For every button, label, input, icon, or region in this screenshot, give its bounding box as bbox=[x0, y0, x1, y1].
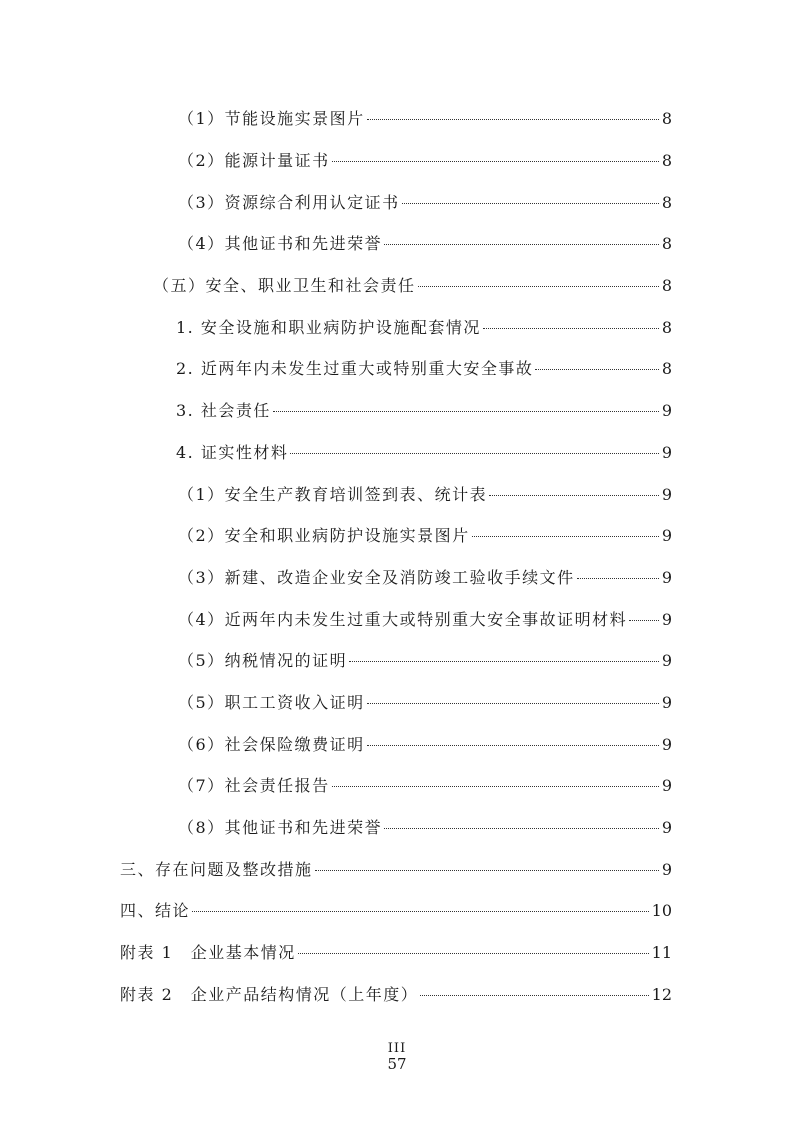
toc-entry-page: 10 bbox=[651, 901, 672, 921]
toc-entry[interactable] bbox=[0, 472, 794, 514]
toc-entry-page: 9 bbox=[661, 651, 672, 671]
toc-entry[interactable] bbox=[0, 764, 794, 806]
dot-leader bbox=[192, 911, 649, 912]
dot-leader bbox=[384, 244, 659, 245]
toc-entry-page: 9 bbox=[661, 526, 672, 546]
dot-leader bbox=[367, 119, 659, 120]
toc-entry-title: （3）新建、改造企业安全及消防竣工验收手续文件 bbox=[178, 567, 575, 587]
toc-entry-page: 9 bbox=[661, 859, 672, 879]
toc-entry[interactable] bbox=[0, 681, 794, 723]
toc-entry-title: （7）社会责任报告 bbox=[178, 776, 330, 796]
toc-entry[interactable] bbox=[0, 305, 794, 347]
toc-entry[interactable] bbox=[0, 889, 794, 931]
toc-entry[interactable] bbox=[0, 931, 794, 973]
toc-entry-title: （2）能源计量证书 bbox=[178, 151, 330, 171]
toc-entry[interactable] bbox=[0, 639, 794, 681]
toc-entry-title: 1. 安全设施和职业病防护设施配套情况 bbox=[176, 317, 481, 337]
toc-entry-title: （4）其他证书和先进荣誉 bbox=[178, 234, 383, 254]
toc-entry-page: 8 bbox=[661, 317, 672, 337]
toc-entry-title: 附表 2 企业产品结构情况（上年度） bbox=[120, 984, 419, 1004]
roman-page-number: III bbox=[387, 1041, 407, 1056]
dot-leader bbox=[489, 495, 659, 496]
dot-leader bbox=[367, 745, 659, 746]
dot-leader bbox=[273, 411, 659, 412]
dot-leader bbox=[298, 953, 649, 954]
toc-entry[interactable] bbox=[0, 722, 794, 764]
toc-entry[interactable] bbox=[0, 389, 794, 431]
dot-leader bbox=[483, 328, 659, 329]
toc-entry-page: 11 bbox=[651, 943, 672, 963]
toc-entry-title: （2）安全和职业病防护设施实景图片 bbox=[178, 526, 470, 546]
toc-entry[interactable] bbox=[0, 264, 794, 306]
toc-entry[interactable] bbox=[0, 556, 794, 598]
toc-entry-title: 2. 近两年内未发生过重大或特别重大安全事故 bbox=[176, 359, 534, 379]
toc-entry-title: （4）近两年内未发生过重大或特别重大安全事故证明材料 bbox=[178, 609, 628, 629]
toc-entry-title: 附表 1 企业基本情况 bbox=[120, 943, 296, 963]
toc-entry-title: （1）节能设施实景图片 bbox=[178, 109, 365, 129]
dot-leader bbox=[384, 828, 659, 829]
toc-entry-page: 9 bbox=[661, 692, 672, 712]
toc-entry-page: 8 bbox=[661, 359, 672, 379]
toc-entry-title: （6）社会保险缴费证明 bbox=[178, 734, 365, 754]
toc-entry[interactable] bbox=[0, 180, 794, 222]
dot-leader bbox=[290, 453, 658, 454]
toc-entry-page: 8 bbox=[661, 276, 672, 296]
toc-entry-page: 9 bbox=[661, 609, 672, 629]
toc-entry-page: 8 bbox=[661, 109, 672, 129]
dot-leader bbox=[535, 369, 658, 370]
page-number: 57 bbox=[387, 1055, 407, 1073]
toc-entry[interactable] bbox=[0, 847, 794, 889]
toc-entry[interactable] bbox=[0, 139, 794, 181]
toc-entry[interactable] bbox=[0, 597, 794, 639]
dot-leader bbox=[332, 161, 659, 162]
toc-entry-title: 3. 社会责任 bbox=[176, 401, 271, 421]
toc-entry[interactable] bbox=[0, 431, 794, 473]
toc-entry-page: 9 bbox=[661, 734, 672, 754]
table-of-contents bbox=[0, 97, 794, 1014]
dot-leader bbox=[315, 870, 659, 871]
toc-entry-title: 四、结论 bbox=[120, 901, 191, 921]
toc-entry-title: 三、存在问题及整改措施 bbox=[120, 859, 313, 879]
dot-leader bbox=[577, 578, 659, 579]
toc-entry-title: （3）资源综合利用认定证书 bbox=[178, 192, 400, 212]
dot-leader bbox=[472, 536, 659, 537]
toc-entry-page: 9 bbox=[661, 442, 672, 462]
toc-entry-title: 4. 证实性材料 bbox=[176, 442, 289, 462]
dot-leader bbox=[349, 661, 659, 662]
toc-entry-title: （5）职工工资收入证明 bbox=[178, 692, 365, 712]
dot-leader bbox=[420, 995, 648, 996]
dot-leader bbox=[418, 286, 659, 287]
toc-entry-title: （1）安全生产教育培训签到表、统计表 bbox=[178, 484, 488, 504]
dot-leader bbox=[332, 786, 659, 787]
toc-entry-page: 9 bbox=[661, 776, 672, 796]
toc-entry-title: （5）纳税情况的证明 bbox=[178, 651, 348, 671]
toc-entry[interactable] bbox=[0, 806, 794, 848]
toc-entry-title: （8）其他证书和先进荣誉 bbox=[178, 818, 383, 838]
toc-entry-page: 8 bbox=[661, 151, 672, 171]
toc-entry-title: （五）安全、职业卫生和社会责任 bbox=[153, 276, 416, 296]
toc-entry[interactable] bbox=[0, 347, 794, 389]
toc-entry-page: 12 bbox=[651, 984, 672, 1004]
dot-leader bbox=[367, 703, 659, 704]
toc-entry[interactable] bbox=[0, 514, 794, 556]
toc-entry-page: 8 bbox=[661, 234, 672, 254]
toc-entry-page: 9 bbox=[661, 484, 672, 504]
dot-leader bbox=[629, 620, 659, 621]
dot-leader bbox=[402, 203, 659, 204]
toc-entry-page: 8 bbox=[661, 192, 672, 212]
toc-entry-page: 9 bbox=[661, 401, 672, 421]
toc-entry[interactable] bbox=[0, 97, 794, 139]
toc-entry[interactable] bbox=[0, 222, 794, 264]
toc-entry-page: 9 bbox=[661, 818, 672, 838]
toc-entry[interactable] bbox=[0, 972, 794, 1014]
toc-entry-page: 9 bbox=[661, 567, 672, 587]
